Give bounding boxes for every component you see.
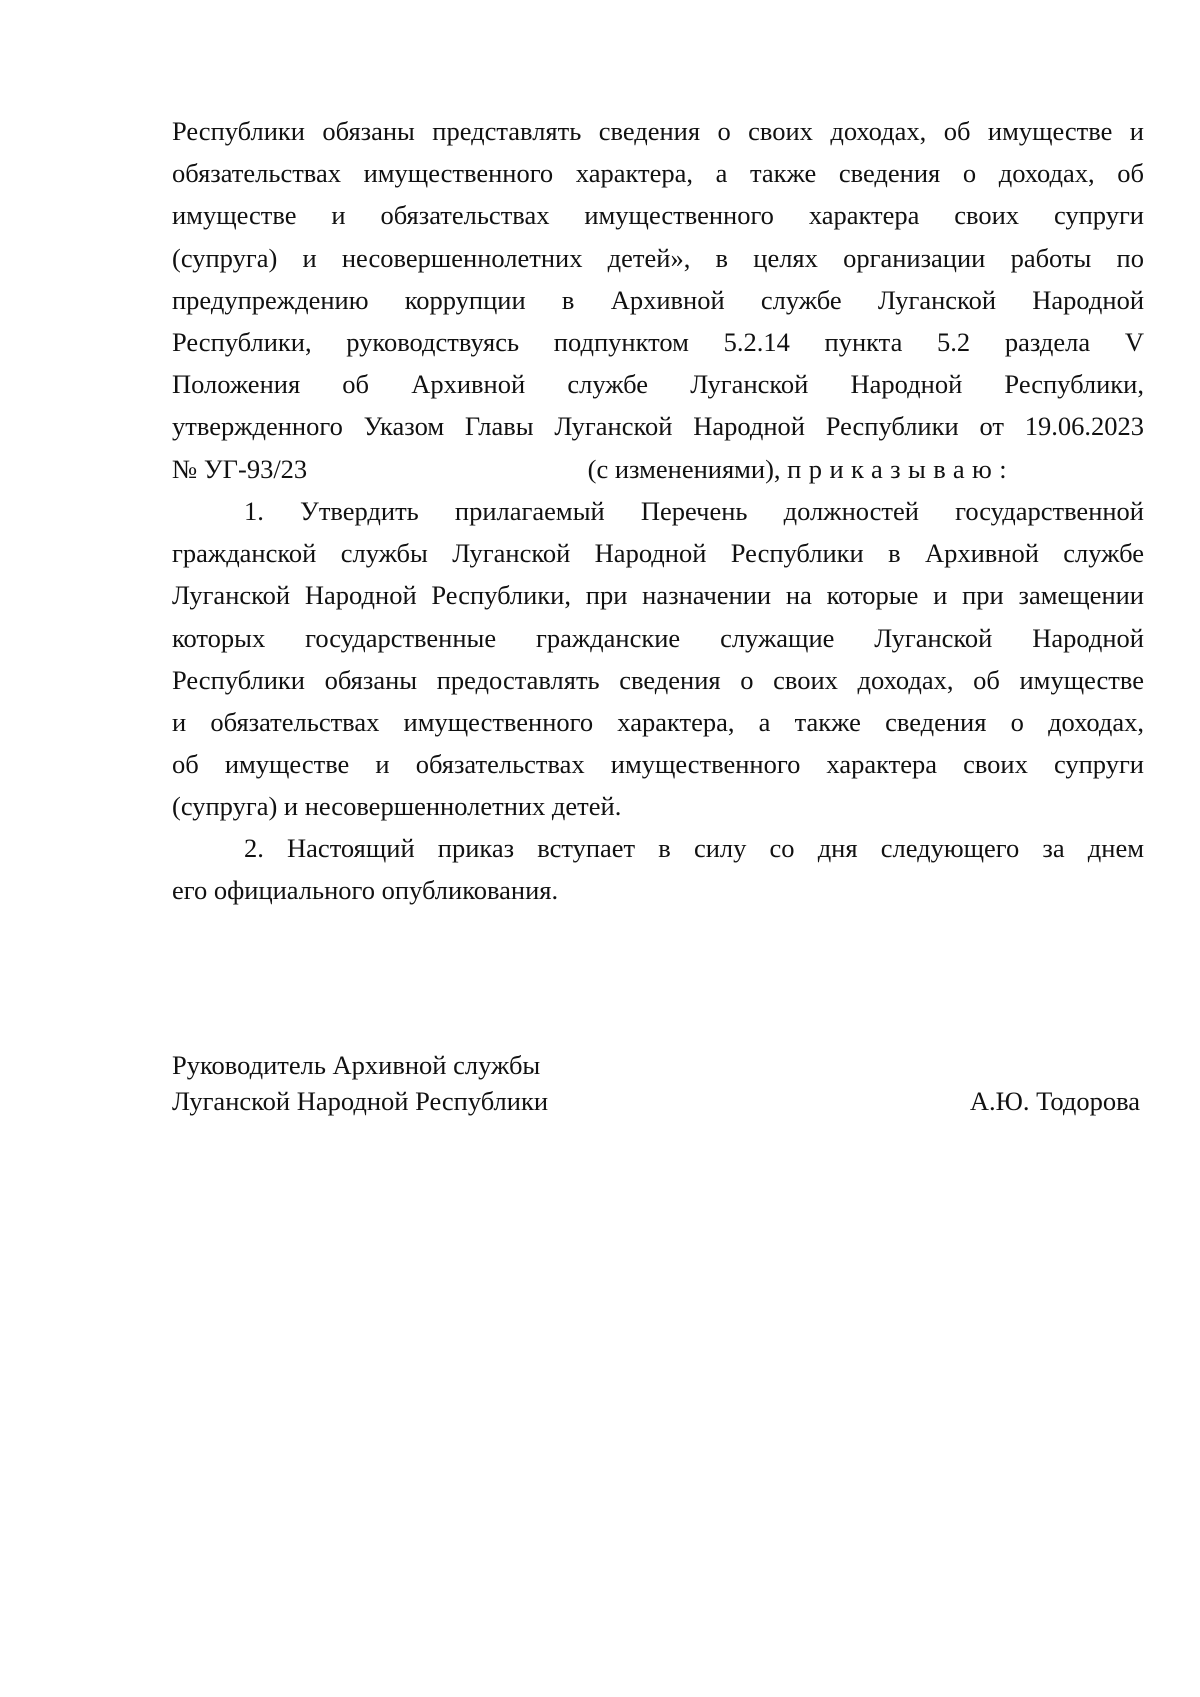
item-1-line: 1. Утвердить прилагаемый Перечень должностей государственной xyxy=(244,496,1144,526)
item-1-line: и обязательствах имущественного характера, а также сведения о доходах, xyxy=(172,707,1144,738)
item-1-line: Луганской Народной Республики, при назначении на которые и при замещении xyxy=(172,580,1144,611)
item-2-line: 2. Настоящий приказ вступает в силу со дня следующего за днем xyxy=(244,833,1144,863)
decree-number: № УГ-93/23 xyxy=(172,453,308,484)
intro-line: (супруга) и несовершеннолетних детей», в целях организации работы по xyxy=(172,242,1144,273)
item-1-line: (супруга) и несовершеннолетних детей. xyxy=(172,791,622,822)
item-1-paragraph xyxy=(172,490,1144,828)
intro-line: Положения об Архивной службе Луганской Народной Республики, xyxy=(172,369,1144,400)
intro-line: обязательствах имущественного характера, а также сведения о доходах, об xyxy=(172,158,1144,189)
signatory-position-line-2: Луганской Народной Республики xyxy=(172,1086,549,1116)
item-1-line: об имуществе и обязательствах имущественного характера своих супруги xyxy=(172,749,1144,780)
intro-line: Республики, руководствуясь подпунктом 5.2.14 пункта 5.2 раздела V xyxy=(172,327,1144,358)
intro-line: предупреждению коррупции в Архивной службе Луганской Народной xyxy=(172,284,1144,315)
item-1-line: гражданской службы Луганской Народной Республики в Архивной службе xyxy=(172,538,1144,569)
intro-paragraph xyxy=(172,110,1144,490)
signature-block xyxy=(172,1047,1144,1119)
signature-row xyxy=(172,1083,1144,1119)
item-1-line: которых государственные гражданские служащие Луганской Народной xyxy=(172,622,1144,653)
item-2-paragraph xyxy=(172,827,1144,911)
order-keyword: приказываю: xyxy=(787,453,1014,484)
intro-line: утвержденного Указом Главы Луганской Народной Республики от 19.06.2023 xyxy=(172,411,1144,442)
amendments-note: (с изменениями), xyxy=(587,453,781,484)
item-1-line: Республики обязаны предоставлять сведения о своих доходах, об имуществе xyxy=(172,664,1144,695)
signatory-name: А.Ю. Тодорова xyxy=(969,1086,1140,1116)
intro-line: имуществе и обязательствах имущественного характера своих супруги xyxy=(172,200,1144,231)
order-command xyxy=(588,448,1144,490)
intro-line: Республики обязаны представлять сведения о своих доходах, об имуществе и xyxy=(172,116,1144,146)
signatory-position-line-1: Руководитель Архивной службы xyxy=(172,1050,541,1080)
item-2-line: его официального опубликования. xyxy=(172,875,559,906)
order-line xyxy=(172,448,1144,490)
